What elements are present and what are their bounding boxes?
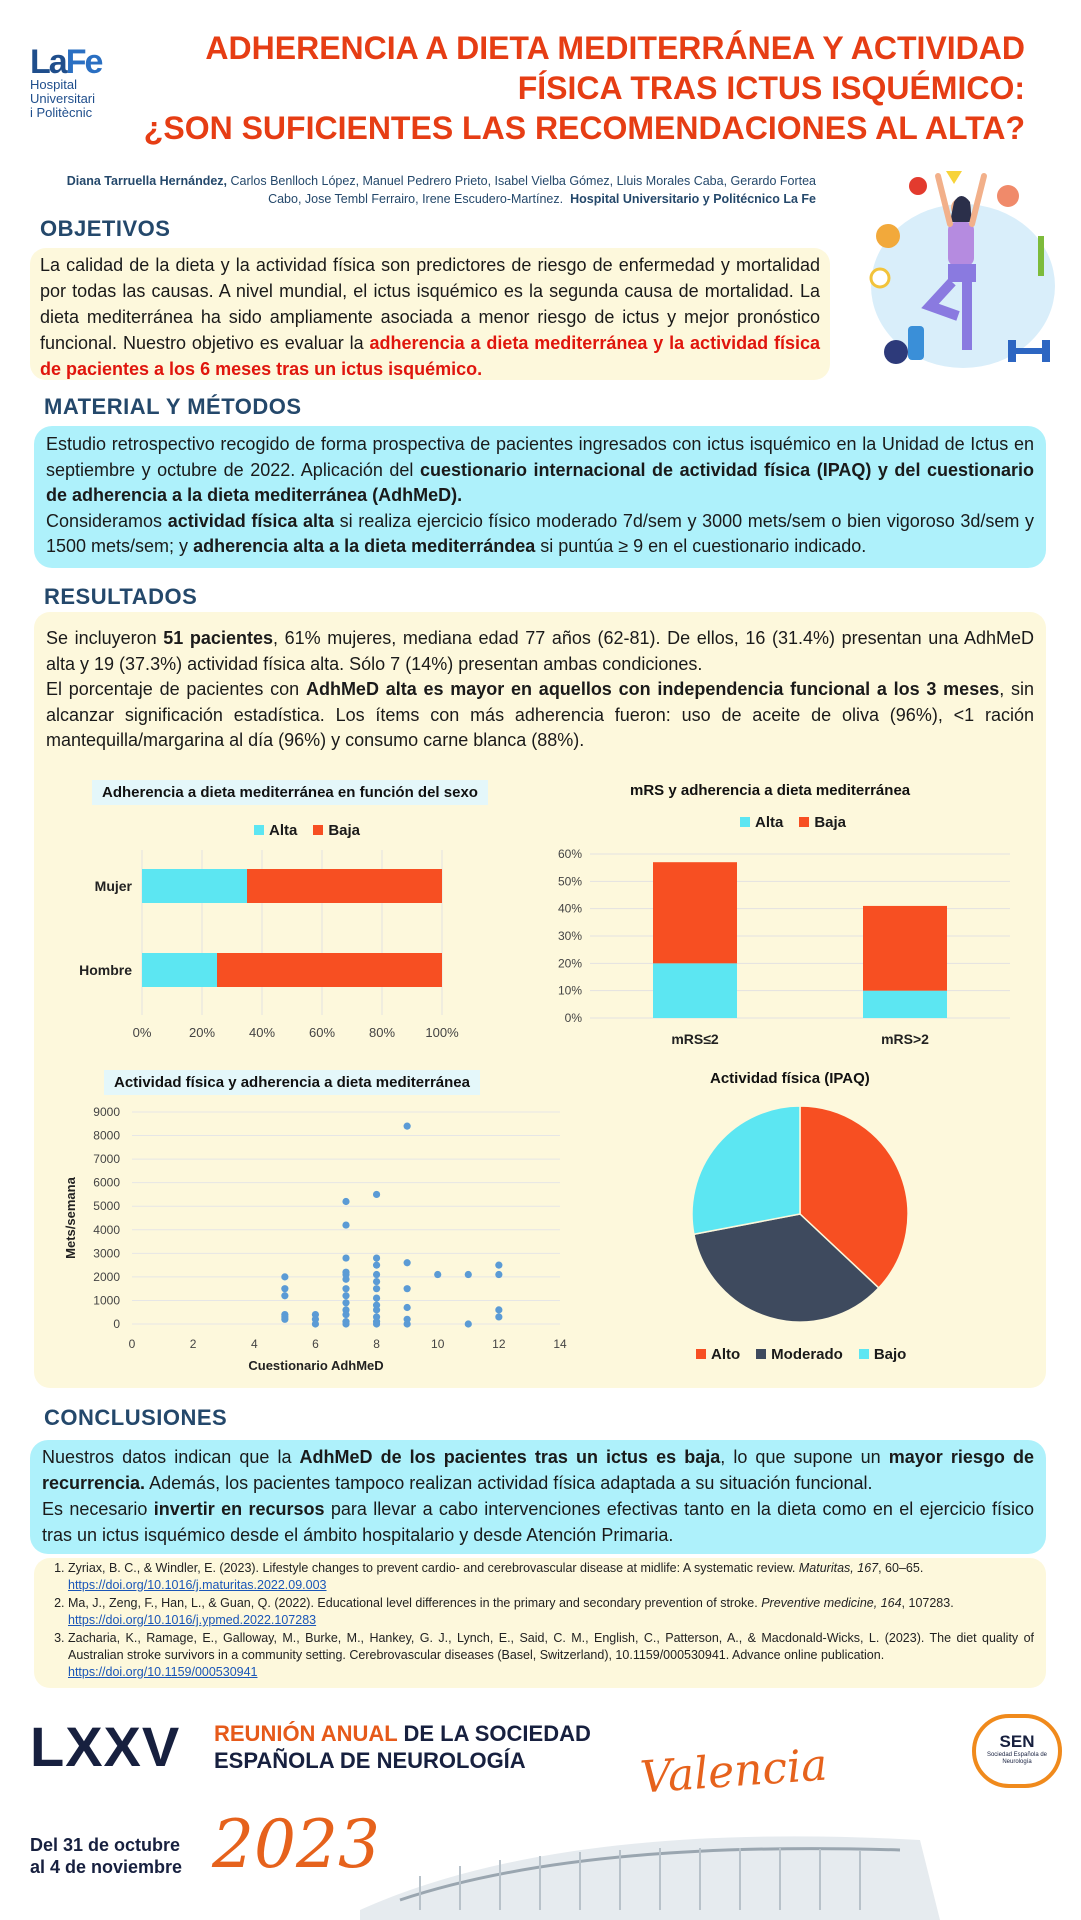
- reference-item: [68, 1595, 1034, 1629]
- ref-journal: Maturitas, 167: [798, 1561, 879, 1575]
- objetivos-heading: OBJETIVOS: [40, 216, 171, 241]
- scatter-point: [495, 1313, 502, 1320]
- legend-label: Bajo: [873, 1346, 907, 1363]
- asparagus-icon: [1038, 236, 1044, 276]
- category-label: Hombre: [79, 962, 132, 978]
- y-tick-label: 30%: [557, 929, 582, 943]
- food-icon: [876, 224, 900, 248]
- person-torso: [948, 222, 974, 266]
- scatter-point: [373, 1271, 380, 1278]
- ref-text: Ma, J., Zeng, F., Han, L., & Guan, Q. (2022). Educational level differences in the primary and secondary prevention of stroke.: [68, 1596, 762, 1610]
- y-tick-label: 0%: [564, 1011, 582, 1025]
- congress-dates: [30, 1834, 182, 1878]
- shrimp-icon: [997, 185, 1019, 207]
- ref-text: Zyriax, B. C., & Windler, E. (2023). Lifestyle changes to prevent cardio- and cerebrovascular disease at midlife: A systematic review.: [68, 1561, 799, 1575]
- x-tick-label: 8: [373, 1337, 380, 1351]
- date-line: Del 31 de octubre: [30, 1835, 181, 1855]
- metodos-bold: adherencia alta a la dieta mediterrándea: [193, 536, 536, 556]
- y-axis-label: Mets/semana: [63, 1177, 78, 1259]
- ref-tail: , 107283.: [901, 1596, 954, 1610]
- legend-moderado: [756, 1346, 843, 1363]
- objetivos-text: La calidad de la dieta y la actividad física son predictores de riesgo de enfermedad y mortalidad por todas las causas. A nivel mundial, el ictus isquémico es la segunda causa de mortalidad. La dieta mediterránea ha sido ampliamente asociada a menor riesgo de ictus y mejor pronóstico funcional. Nuestro objetivo es evaluar la: [40, 255, 820, 353]
- legend-baja: [799, 814, 846, 831]
- x-axis-label: Cuestionario AdhMeD: [248, 1358, 384, 1373]
- scatter-point: [434, 1271, 441, 1278]
- scatter-point: [281, 1285, 288, 1292]
- y-tick-label: 0: [113, 1317, 120, 1331]
- chart4-svg: [680, 1094, 920, 1334]
- pie-slice-bajo: [692, 1106, 800, 1234]
- sen-logo-sub: Sociedad Española de Neurología: [986, 1752, 1048, 1765]
- congress-name-line2: ESPAÑOLA DE NEUROLOGÍA: [214, 1748, 526, 1773]
- scatter-point: [281, 1316, 288, 1323]
- dumbbell-weight: [1042, 340, 1050, 362]
- x-tick-label: 20%: [188, 1025, 216, 1040]
- y-tick-label: 1000: [93, 1293, 120, 1308]
- metodos-text: Consideramos: [46, 510, 168, 531]
- logo-line: i Politècnic: [30, 105, 93, 120]
- scatter-point: [404, 1259, 411, 1266]
- scatter-point: [404, 1285, 411, 1292]
- ref-tail: , 60–65.: [878, 1561, 924, 1575]
- congress-name-dark: DE LA SOCIEDAD: [397, 1721, 591, 1746]
- chart4-title: Actividad física (IPAQ): [710, 1070, 870, 1087]
- cheese-icon: [946, 171, 962, 184]
- resultados-span: Se incluyeron: [46, 628, 164, 648]
- co-authors: Carlos Benlloch López, Manuel Pedrero Prieto, Isabel Vielba Gómez, Lluis Morales Caba, Gerardo Fortea Cabo, Jose Tembl Ferrairo, Irene Escudero-Martínez.: [227, 174, 816, 206]
- conclusiones-text: Es necesario: [42, 1499, 154, 1519]
- title-line: FÍSICA TRAS ICTUS ISQUÉMICO:: [517, 70, 1025, 106]
- y-tick-label: 2000: [93, 1269, 120, 1284]
- conclusiones-heading: CONCLUSIONES: [44, 1405, 228, 1430]
- legend-bajo: [859, 1346, 907, 1363]
- chart1-legend: [254, 822, 360, 839]
- tomato-icon: [909, 177, 927, 195]
- scatter-point: [342, 1276, 349, 1283]
- y-tick-label: 5000: [93, 1199, 120, 1214]
- legend-label: Baja: [814, 814, 847, 831]
- scatter-point: [342, 1198, 349, 1205]
- legend-alto: [696, 1346, 740, 1363]
- chart3-svg: [60, 1098, 570, 1378]
- ref-doi-link[interactable]: https://doi.org/10.1016/j.maturitas.2022.09.003: [68, 1578, 327, 1592]
- congress-footer: [0, 1700, 1081, 1920]
- legend-label: Alto: [711, 1346, 741, 1363]
- x-tick-label: 60%: [308, 1025, 336, 1040]
- x-tick-label: 0%: [132, 1025, 152, 1040]
- x-tick-label: 12: [492, 1337, 506, 1351]
- x-tick-label: 80%: [368, 1025, 396, 1040]
- metodos-bold: cuestionario internacional de actividad física (IPAQ) y del cuestionario de adherencia a la dieta mediterránea (AdhMeD).: [46, 459, 1034, 505]
- resultados-span: , 61% mujeres, mediana edad 77 años (62-81). De ellos, 16 (31.4%) presentan una AdhMeD alta y 19 (37.3%) actividad física alta. Sólo 7 (14%) presentan ambas condiciones.: [46, 628, 1034, 674]
- logo-fe: Fe: [65, 43, 102, 81]
- metodos-heading: MATERIAL Y MÉTODOS: [44, 394, 302, 419]
- chart3-title: Actividad física y adherencia a dieta mediterránea: [104, 1070, 480, 1095]
- legend-label: Alta: [269, 822, 298, 839]
- resultados-text: [46, 626, 1034, 754]
- scatter-point: [373, 1320, 380, 1327]
- y-tick-label: 10%: [557, 983, 582, 998]
- category-label: mRS>2: [881, 1031, 929, 1047]
- y-tick-label: 40%: [557, 901, 582, 916]
- scatter-point: [342, 1299, 349, 1306]
- chart2-legend: [740, 814, 846, 831]
- ref-doi-link[interactable]: https://doi.org/10.1016/j.ypmed.2022.107283: [68, 1613, 317, 1627]
- legend-label: Alta: [755, 814, 784, 831]
- metodos-text: si realiza ejercicio físico moderado 7d/sem y 3000 mets/sem o bien vigoroso 3d/sem y 1500 mets/sem; y: [46, 510, 1035, 556]
- poster-title: [125, 28, 1025, 148]
- congress-name-orange: REUNIÓN ANUAL: [214, 1721, 398, 1746]
- sen-logo: [972, 1714, 1062, 1788]
- y-tick-label: 8000: [93, 1128, 120, 1143]
- scatter-point: [495, 1271, 502, 1278]
- scatter-point: [495, 1306, 502, 1313]
- y-tick-label: 7000: [93, 1152, 120, 1167]
- bar-alta-mujer: [142, 869, 247, 903]
- bar-alta-1: [863, 991, 947, 1018]
- x-tick-label: 14: [553, 1337, 567, 1351]
- ref-journal: Preventive medicine, 164: [761, 1596, 902, 1610]
- conclusiones-text: , lo que supone un: [720, 1447, 889, 1467]
- scatter-point: [404, 1123, 411, 1130]
- bar-baja-hombre: [217, 953, 442, 987]
- bar-alta-hombre: [142, 953, 217, 987]
- conclusiones-text: para llevar a cabo intervenciones efectivas tanto en la dieta como en el ejercicio físico tras un ictus isquémico desde el ámbito hospitalario y desde Atención Primaria.: [42, 1499, 1035, 1545]
- bar-alta-0: [653, 963, 737, 1018]
- bottle-icon: [908, 326, 924, 360]
- logo-line: Universitari: [30, 91, 96, 106]
- reference-item: [68, 1630, 1034, 1681]
- resultados-span: , sin alcanzar significación estadística. Los ítems con más adherencia fueron: uso de aceite de oliva (96%), <1 ración mantequilla/margarina al día (96%) y consumo carne blanca (88%).: [46, 679, 1035, 750]
- scatter-point: [342, 1221, 349, 1228]
- scatter-point: [373, 1294, 380, 1301]
- scatter-point: [342, 1292, 349, 1299]
- y-tick-label: 3000: [93, 1246, 120, 1261]
- bar-baja-0: [653, 862, 737, 963]
- logo-la: La: [30, 43, 66, 81]
- chart4-legend: [696, 1346, 906, 1363]
- dumbbell-weight: [1008, 340, 1016, 362]
- scatter-point: [373, 1306, 380, 1313]
- ref-doi-link[interactable]: https://doi.org/10.1159/000530941: [68, 1665, 258, 1679]
- metodos-box: [34, 426, 1046, 568]
- scatter-point: [281, 1292, 288, 1299]
- y-tick-label: 6000: [93, 1175, 120, 1190]
- conclusiones-text: Nuestros datos indican que la: [42, 1447, 300, 1467]
- x-tick-label: 4: [250, 1337, 258, 1351]
- x-tick-label: 40%: [248, 1025, 276, 1040]
- scatter-point: [342, 1254, 349, 1261]
- metodos-text: si puntúa ≥ 9 en el cuestionario indicado.: [535, 536, 867, 556]
- legend-label: Baja: [328, 822, 361, 839]
- ball-icon: [884, 340, 908, 364]
- first-author: Diana Tarruella Hernández,: [66, 174, 228, 188]
- x-tick-label: 100%: [425, 1025, 459, 1040]
- x-tick-label: 2: [189, 1337, 197, 1351]
- congress-name: [214, 1720, 591, 1774]
- conclusiones-box: [30, 1440, 1046, 1554]
- ref-text: Zacharia, K., Ramage, E., Galloway, M., Burke, M., Hankey, G. J., Lynch, E., Said, C. M., English, C., Patterson, A., & Macdonald-Wicks, L. (2023). The diet quality of Australian stroke survivors in a community setting. Cerebrovascular diseases (Basel, Switzerland), 10.1159/000530941. Advance online publication.: [68, 1631, 1034, 1662]
- city-name: Valencia: [638, 1739, 829, 1804]
- conclusiones-text: Además, los pacientes tampoco realizan actividad física adaptada a su situación funcional.: [145, 1473, 873, 1493]
- scatter-point: [281, 1273, 288, 1280]
- chart1-title: Adherencia a dieta mediterránea en función del sexo: [92, 780, 488, 805]
- authors: [46, 172, 816, 208]
- x-tick-label: 10: [431, 1337, 445, 1351]
- chart2-svg: [550, 840, 1030, 1050]
- scatter-point: [373, 1262, 380, 1269]
- objetivos-highlight: adherencia a dieta mediterránea y la actividad física de pacientes a los 6 meses tras un ictus isquémico.: [40, 333, 820, 379]
- conclusiones-bold: AdhMeD de los pacientes tras un ictus es baja: [299, 1447, 721, 1467]
- references: [34, 1558, 1046, 1688]
- resultados-bold: AdhMeD alta es mayor en aquellos con independencia funcional a los 3 meses: [305, 679, 1000, 699]
- x-tick-label: 0: [128, 1337, 136, 1351]
- scatter-point: [342, 1285, 349, 1292]
- y-tick-label: 20%: [557, 956, 582, 971]
- title-line: ADHERENCIA A DIETA MEDITERRÁNEA Y ACTIVIDAD: [205, 30, 1025, 66]
- hospital-logo: [30, 43, 130, 120]
- institution: Hospital Universitario y Politécnico La Fe: [570, 192, 816, 206]
- egg-icon: [871, 269, 889, 287]
- scatter-point: [404, 1320, 411, 1327]
- legend-alta: [254, 822, 297, 839]
- person-leg: [962, 280, 972, 350]
- y-tick-label: 4000: [93, 1222, 120, 1237]
- legend-alta: [740, 814, 783, 831]
- scatter-point: [342, 1320, 349, 1327]
- scatter-point: [373, 1191, 380, 1198]
- category-label: Mujer: [94, 878, 132, 894]
- congress-number: LXXV: [30, 1715, 181, 1778]
- metodos-bold: actividad física alta: [167, 510, 335, 531]
- scatter-point: [373, 1285, 380, 1292]
- person-hair: [950, 196, 972, 222]
- logo-line: Hospital: [30, 77, 77, 92]
- reference-item: [68, 1560, 1034, 1594]
- legend-label: Moderado: [771, 1346, 843, 1363]
- yoga-illustration: [858, 166, 1058, 376]
- scatter-point: [312, 1320, 319, 1327]
- bar-baja-mujer: [247, 869, 442, 903]
- chart2-title: mRS y adherencia a dieta mediterránea: [630, 782, 911, 799]
- scatter-point: [373, 1254, 380, 1261]
- scatter-point: [373, 1278, 380, 1285]
- objetivos-box: [30, 248, 830, 380]
- category-label: mRS≤2: [671, 1031, 719, 1047]
- scatter-point: [465, 1271, 472, 1278]
- date-line: al 4 de noviembre: [30, 1857, 183, 1877]
- person-hips: [948, 264, 976, 282]
- y-tick-label: 60%: [557, 847, 582, 861]
- x-tick-label: 6: [312, 1337, 319, 1351]
- scatter-point: [342, 1311, 349, 1318]
- resultados-heading: RESULTADOS: [44, 584, 198, 609]
- sen-logo-text: SEN: [999, 1732, 1035, 1751]
- y-tick-label: 50%: [557, 874, 582, 889]
- conclusiones-bold: invertir en recursos: [153, 1499, 325, 1519]
- legend-baja: [313, 822, 360, 839]
- congress-year: 2023: [212, 1806, 380, 1883]
- scatter-point: [495, 1262, 502, 1269]
- resultados-bold: 51 pacientes: [163, 628, 273, 648]
- bar-baja-1: [863, 906, 947, 991]
- y-tick-label: 9000: [93, 1105, 120, 1119]
- chart1-svg: [70, 840, 540, 1050]
- scatter-point: [465, 1320, 472, 1327]
- scatter-point: [404, 1304, 411, 1311]
- metodos-text: Estudio retrospectivo recogido de forma prospectiva de pacientes ingresados con ictus isquémico en la Unidad de Ictus en septiembre y octubre de 2022. Aplicación del: [46, 434, 1034, 480]
- resultados-span: El porcentaje de pacientes con: [46, 679, 306, 699]
- conclusiones-bold: mayor riesgo de recurrencia.: [42, 1447, 1034, 1493]
- title-line: ¿SON SUFICIENTES LAS RECOMENDACIONES AL ALTA?: [143, 110, 1025, 146]
